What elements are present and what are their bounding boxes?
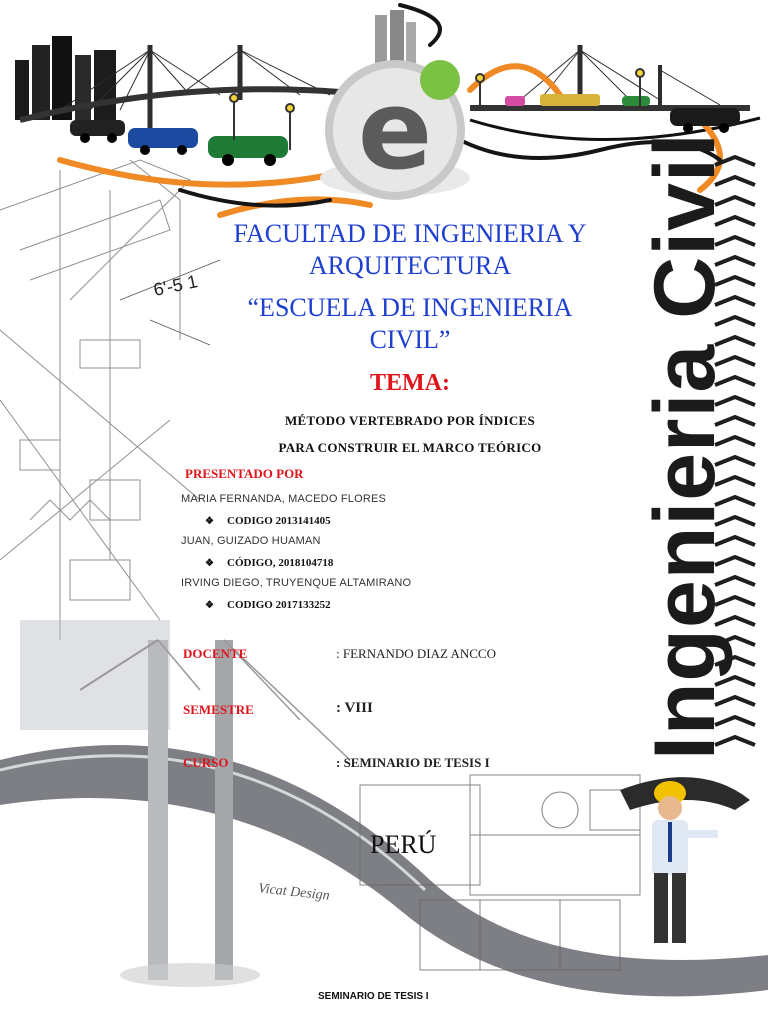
student-code-1: ❖ CODIGO 2013141405 bbox=[205, 515, 331, 527]
tema-label: TEMA: bbox=[370, 370, 450, 396]
semestre-label: SEMESTRE bbox=[183, 702, 254, 717]
student-name-2: JUAN, GUIZADO HUAMAN bbox=[181, 535, 321, 547]
faculty-title bbox=[190, 218, 630, 282]
diamond-bullet-icon: ❖ bbox=[205, 600, 214, 611]
student-name-1: MARIA FERNANDA, MACEDO FLORES bbox=[181, 493, 387, 505]
vertical-title: Ingenieria Civil bbox=[637, 132, 733, 760]
faculty-line-2: ARQUITECTURA bbox=[308, 251, 512, 280]
semestre-value: : VIII bbox=[336, 700, 373, 716]
footer-text: SEMINARIO DE TESIS I bbox=[318, 991, 429, 1002]
topic-line-1: MÉTODO VERTEBRADO POR ÍNDICES bbox=[284, 413, 536, 428]
student-code-3: ❖ CODIGO 2017133252 bbox=[205, 599, 331, 611]
presented-by-label: PRESENTADO POR bbox=[185, 466, 304, 481]
school-title bbox=[190, 292, 630, 356]
school-line-1: “ESCUELA DE INGENIERIA bbox=[247, 293, 573, 322]
svg-text:e: e bbox=[357, 66, 433, 194]
student-code-2: ❖ CÓDIGO, 2018104718 bbox=[205, 557, 334, 569]
country-label: PERÚ bbox=[370, 830, 437, 859]
topic-line-2: PARA CONSTRUIR EL MARCO TEÓRICO bbox=[278, 440, 542, 455]
docente-label: DOCENTE bbox=[183, 646, 248, 661]
student-name-3: IRVING DIEGO, TRUYENQUE ALTAMIRANO bbox=[181, 577, 412, 589]
docente-value: : FERNANDO DIAZ ANCCO bbox=[336, 646, 496, 661]
e-logo-icon bbox=[320, 60, 470, 200]
architectural-sketch bbox=[0, 160, 200, 640]
curso-value: : SEMINARIO DE TESIS I bbox=[336, 755, 490, 770]
curso-label: CURSO bbox=[183, 755, 229, 770]
watermark-text: Vicat Design bbox=[257, 881, 331, 904]
school-line-2: CIVIL” bbox=[369, 325, 451, 354]
dimension-label: 6'-5 1 bbox=[151, 271, 200, 300]
diamond-bullet-icon: ❖ bbox=[205, 516, 214, 527]
diamond-bullet-icon: ❖ bbox=[205, 558, 214, 569]
faculty-line-1: FACULTAD DE INGENIERIA Y bbox=[233, 219, 587, 248]
